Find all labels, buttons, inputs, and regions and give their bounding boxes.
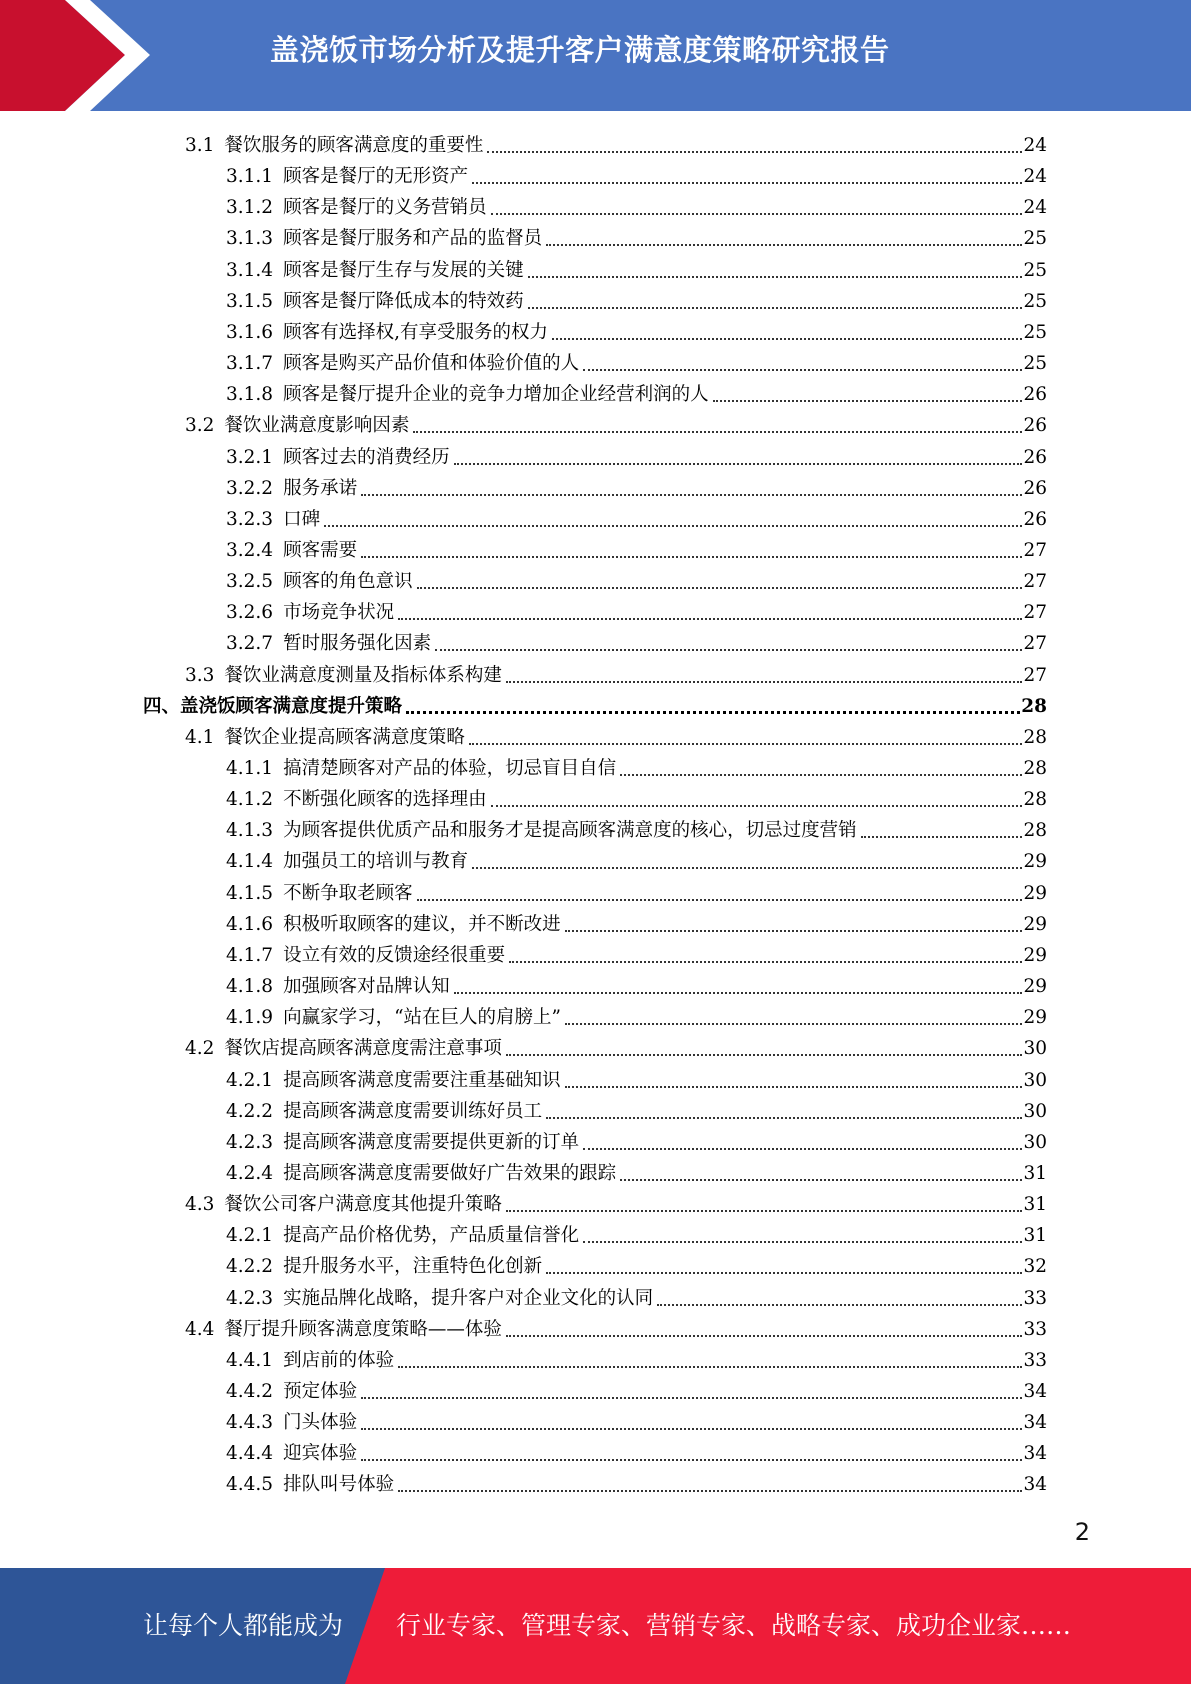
toc-entry[interactable] [226, 1404, 1047, 1435]
toc-entry-page: 27 [1023, 633, 1047, 655]
toc-entry-title: 提升服务水平，注重特色化创新 [283, 1256, 543, 1278]
toc-entry-title: 暂时服务强化因素 [283, 633, 432, 655]
toc-entry-page: 24 [1023, 135, 1047, 156]
toc-entry-number: 4.2.1 [226, 1225, 274, 1247]
toc-entry-number: 3.1.4 [226, 259, 274, 281]
toc-dot-leader [487, 151, 1022, 153]
toc-entry-title: 不断争取老顾客 [283, 882, 413, 904]
toc-entry[interactable] [226, 1342, 1047, 1373]
toc-entry-number: 3.2.1 [226, 446, 274, 468]
toc-entry[interactable] [226, 1124, 1047, 1155]
toc-entry-title: 预定体验 [283, 1381, 358, 1402]
toc-dot-leader [472, 182, 1022, 184]
toc-entry[interactable] [226, 1062, 1047, 1093]
toc-dot-leader [528, 276, 1022, 278]
toc-entry-page: 25 [1023, 353, 1047, 375]
toc-entry-page: 28 [1021, 695, 1047, 717]
toc-entry-title: 顾客是餐厅提升企业的竞争力增加企业经营利润的人 [283, 384, 709, 406]
toc-entry-number: 3.1.3 [226, 228, 274, 250]
toc-entry-number: 4.1.5 [226, 882, 274, 904]
toc-entry-page: 25 [1023, 321, 1047, 343]
toc-entry-title: 顾客过去的消费经历 [283, 446, 450, 468]
toc-entry[interactable] [226, 470, 1047, 501]
toc-entry-page: 30 [1023, 1069, 1047, 1091]
toc-entry-number: 4.1.3 [226, 820, 274, 842]
toc-dot-leader [528, 307, 1022, 309]
toc-entry-page: 34 [1023, 1412, 1047, 1434]
toc-entry[interactable] [226, 625, 1047, 656]
toc-entry-page: 29 [1023, 851, 1047, 873]
toc-entry-page: 28 [1023, 820, 1047, 842]
toc-entry[interactable] [185, 657, 1047, 688]
toc-entry-number: 4.4.5 [226, 1474, 274, 1496]
toc-dot-leader [398, 618, 1022, 620]
toc-entry[interactable] [226, 501, 1047, 532]
toc-entry-page: 24 [1023, 197, 1047, 219]
toc-dot-leader [546, 244, 1022, 246]
toc-dot-leader [324, 525, 1022, 527]
toc-entry-number: 3.2 [185, 415, 215, 437]
toc-entry[interactable] [226, 220, 1047, 251]
toc-entry-title: 顾客的角色意识 [283, 571, 413, 593]
toc-entry-title: 餐厅提升顾客满意度策略——体验 [224, 1318, 502, 1340]
toc-entry[interactable] [226, 1280, 1047, 1311]
toc-entry[interactable] [185, 1030, 1047, 1061]
toc-dot-leader [552, 338, 1022, 340]
toc-entry-page: 26 [1023, 415, 1047, 437]
toc-entry[interactable] [226, 439, 1047, 470]
toc-entry-number: 4.2.4 [226, 1162, 274, 1184]
toc-dot-leader [454, 992, 1022, 994]
toc-entry-title: 顾客是餐厅生存与发展的关键 [283, 259, 524, 281]
toc-entry-number: 3.2.5 [226, 571, 274, 593]
toc-entry-number: 4.1.8 [226, 976, 274, 998]
toc-entry-title: 顾客是购买产品价值和体验价值的人 [283, 353, 580, 375]
toc-entry-title: 服务承诺 [283, 477, 358, 499]
toc-entry[interactable] [226, 345, 1047, 376]
toc-dot-leader [506, 1054, 1022, 1056]
toc-entry-page: 27 [1023, 539, 1047, 561]
toc-entry-number: 3.1.6 [226, 321, 274, 343]
toc-entry[interactable] [185, 127, 1047, 158]
toc-entry-page: 27 [1023, 602, 1047, 624]
toc-entry-page: 29 [1023, 913, 1047, 935]
toc-entry-page: 26 [1023, 384, 1047, 406]
toc-entry[interactable] [226, 563, 1047, 594]
toc-entry-page: 26 [1023, 446, 1047, 468]
toc-dot-leader [657, 1304, 1022, 1306]
toc-entry-title: 到店前的体验 [283, 1349, 395, 1371]
toc-entry-page: 31 [1023, 1194, 1047, 1216]
toc-entry-title: 提高顾客满意度需要做好广告效果的跟踪 [283, 1162, 617, 1184]
toc-entry-number: 4.1.6 [226, 913, 274, 935]
toc-entry[interactable] [226, 875, 1047, 906]
toc-entry-page: 25 [1023, 228, 1047, 250]
toc-entry-number: 4.4.2 [226, 1381, 274, 1402]
toc-entry-title: 提高顾客满意度需要提供更新的订单 [283, 1131, 580, 1153]
toc-entry-title: 提高顾客满意度需要训练好员工 [283, 1100, 543, 1122]
toc-entry-title: 为顾客提供优质产品和服务才是提高顾客满意度的核心，切忌过度营销 [283, 820, 857, 842]
toc-entry[interactable] [226, 376, 1047, 407]
toc-entry[interactable] [185, 407, 1047, 438]
toc-entry-number: 4.3 [185, 1194, 215, 1216]
page-number: 2 [1074, 1518, 1090, 1546]
toc-entry[interactable] [226, 283, 1047, 314]
toc-entry-page: 33 [1023, 1287, 1047, 1309]
toc-entry-title: 四、盖浇饭顾客满意度提升策略 [143, 695, 403, 717]
toc-entry-number: 3.1.1 [226, 166, 274, 188]
toc-entry-page: 27 [1023, 571, 1047, 593]
toc-dot-leader [546, 1272, 1022, 1274]
toc-entry-page: 28 [1023, 789, 1047, 811]
toc-entry[interactable] [226, 812, 1047, 843]
toc-entry[interactable] [226, 1217, 1047, 1248]
toc-entry-number: 3.1.5 [226, 290, 274, 312]
toc-dot-leader [583, 1241, 1022, 1243]
header-chevron-decoration [0, 0, 160, 111]
toc-entry-title: 加强员工的培训与教育 [283, 851, 469, 873]
toc-dot-leader [398, 1366, 1022, 1368]
toc-entry[interactable] [226, 532, 1047, 563]
toc-entry-page: 31 [1023, 1225, 1047, 1247]
toc-entry-title: 设立有效的反馈途经很重要 [283, 944, 506, 966]
toc-entry[interactable] [185, 719, 1047, 750]
toc-entry-number: 3.1.2 [226, 197, 274, 219]
toc-entry-page: 24 [1023, 166, 1047, 188]
toc-dot-leader [565, 1086, 1022, 1088]
toc-dot-leader [361, 1397, 1022, 1399]
toc-dot-leader [583, 1148, 1022, 1150]
toc-entry-number: 4.1.7 [226, 944, 274, 966]
toc-dot-leader [565, 1023, 1022, 1025]
toc-entry-title: 不断强化顾客的选择理由 [283, 789, 487, 811]
toc-entry-page: 29 [1023, 944, 1047, 966]
toc-entry-number: 4.4.3 [226, 1412, 274, 1434]
toc-entry[interactable] [226, 1466, 1047, 1497]
toc-entry-title: 顾客有选择权,有享受服务的权力 [283, 321, 548, 343]
toc-entry-number: 4.1 [185, 726, 215, 748]
toc-entry-number: 4.1.1 [226, 758, 274, 779]
toc-entry-number: 4.2.2 [226, 1256, 274, 1278]
toc-entry-number: 3.2.3 [226, 508, 274, 530]
toc-entry-number: 4.4.1 [226, 1349, 274, 1371]
toc-entry-number: 3.2.7 [226, 633, 274, 655]
toc-entry-title: 门头体验 [283, 1412, 358, 1434]
toc-entry-page: 29 [1023, 882, 1047, 904]
toc-dot-leader [406, 711, 1020, 714]
toc-entry[interactable] [226, 1155, 1047, 1186]
toc-dot-leader [583, 369, 1022, 371]
toc-dot-leader [506, 1335, 1022, 1337]
toc-entry[interactable] [226, 252, 1047, 283]
toc-entry-title: 口碑 [283, 508, 321, 530]
toc-entry-title: 提高顾客满意度需要注重基础知识 [283, 1069, 561, 1091]
toc-entry[interactable] [226, 781, 1047, 812]
toc-entry-title: 顾客是餐厅的无形资产 [283, 166, 469, 188]
toc-entry-page: 33 [1023, 1318, 1047, 1340]
toc-entry-page: 31 [1023, 1162, 1047, 1184]
toc-entry-page: 33 [1023, 1349, 1047, 1371]
toc-entry-page: 34 [1023, 1443, 1047, 1465]
toc-entry-page: 26 [1023, 477, 1047, 499]
toc-dot-leader [491, 213, 1022, 215]
toc-entry-number: 3.1.7 [226, 353, 274, 375]
toc-entry-page: 30 [1023, 1100, 1047, 1122]
toc-dot-leader [506, 1210, 1022, 1212]
toc-dot-leader [417, 899, 1022, 901]
toc-entry[interactable] [226, 158, 1047, 189]
toc-dot-leader [469, 743, 1022, 745]
toc-dot-leader [620, 774, 1022, 776]
page-footer [0, 1568, 1191, 1684]
toc-dot-leader [435, 649, 1022, 651]
toc-entry-number: 3.1.8 [226, 384, 274, 406]
toc-entry-title: 迎宾体验 [283, 1443, 358, 1465]
toc-entry-page: 25 [1023, 259, 1047, 281]
toc-entry[interactable] [226, 937, 1047, 968]
toc-entry-page: 30 [1023, 1038, 1047, 1060]
toc-dot-leader [361, 494, 1022, 496]
toc-entry-title: 积极听取顾客的建议，并不断改进 [283, 913, 561, 935]
toc-entry-title: 餐饮公司客户满意度其他提升策略 [224, 1194, 502, 1216]
toc-entry-title: 加强顾客对品牌认知 [283, 976, 450, 998]
toc-entry-page: 32 [1023, 1256, 1047, 1278]
toc-entry-page: 25 [1023, 290, 1047, 312]
toc-entry-page: 28 [1023, 758, 1047, 779]
toc-entry-title: 餐饮业满意度影响因素 [224, 415, 410, 437]
toc-entry-page: 30 [1023, 1131, 1047, 1153]
toc-entry[interactable] [226, 750, 1047, 781]
toc-dot-leader [546, 1117, 1022, 1119]
toc-dot-leader [472, 867, 1022, 869]
footer-slogan-right: 行业专家、管理专家、营销专家、战略专家、成功企业家…… [396, 1611, 1072, 1640]
toc-entry-number: 3.1 [185, 135, 215, 156]
toc-dot-leader [413, 431, 1022, 433]
toc-entry-title: 市场竞争状况 [283, 602, 395, 624]
toc-entry[interactable] [226, 843, 1047, 874]
toc-entry-number: 4.1.2 [226, 789, 274, 811]
toc-entry[interactable] [143, 688, 1047, 719]
toc-entry-page: 27 [1023, 664, 1047, 686]
toc-entry-title: 餐饮企业提高顾客满意度策略 [224, 726, 465, 748]
toc-dot-leader [506, 681, 1022, 683]
toc-entry-number: 3.2.2 [226, 477, 274, 499]
toc-entry[interactable] [226, 1093, 1047, 1124]
toc-dot-leader [620, 1179, 1022, 1181]
toc-dot-leader [565, 930, 1022, 932]
toc-entry-number: 4.2.2 [226, 1100, 274, 1122]
toc-entry-title: 餐饮业满意度测量及指标体系构建 [224, 664, 502, 686]
toc-entry-number: 4.2.3 [226, 1287, 274, 1309]
toc-dot-leader [509, 961, 1022, 963]
toc-entry-title: 排队叫号体验 [283, 1474, 395, 1496]
footer-slogan-left: 让每个人都能成为 [143, 1611, 344, 1640]
toc-entry-number: 4.1.4 [226, 851, 274, 873]
toc-entry-title: 顾客需要 [283, 539, 358, 561]
toc-entry-number: 4.2.3 [226, 1131, 274, 1153]
toc-entry-page: 26 [1023, 508, 1047, 530]
page-header [0, 0, 1191, 111]
toc-dot-leader [417, 587, 1022, 589]
toc-entry[interactable] [226, 1435, 1047, 1466]
toc-entry[interactable] [226, 314, 1047, 345]
toc-entry-title: 顾客是餐厅服务和产品的监督员 [283, 228, 543, 250]
toc-entry[interactable] [226, 1248, 1047, 1279]
toc-entry-number: 4.2 [185, 1038, 215, 1060]
toc-entry-number: 4.1.9 [226, 1007, 274, 1029]
toc-entry[interactable] [226, 906, 1047, 937]
toc-entry[interactable] [226, 594, 1047, 625]
toc-entry[interactable] [226, 968, 1047, 999]
toc-entry[interactable] [185, 1311, 1047, 1342]
toc-entry-number: 3.3 [185, 664, 215, 686]
toc-entry-title: 顾客是餐厅降低成本的特效药 [283, 290, 524, 312]
toc-dot-leader [491, 805, 1022, 807]
toc-entry-title: 餐饮店提高顾客满意度需注意事项 [224, 1038, 502, 1060]
toc-dot-leader [454, 463, 1022, 465]
toc-entry-number: 4.4.4 [226, 1443, 274, 1465]
toc-entry[interactable] [185, 1186, 1047, 1217]
toc-dot-leader [361, 556, 1022, 558]
toc-entry-title: 提高产品价格优势，产品质量信誉化 [283, 1225, 580, 1247]
toc-entry-page: 34 [1023, 1381, 1047, 1402]
toc-entry-title: 实施品牌化战略，提升客户对企业文化的认同 [283, 1287, 654, 1309]
toc-entry-title: 向赢家学习，“站在巨人的肩膀上” [283, 1007, 561, 1029]
toc-entry-title: 餐饮服务的顾客满意度的重要性 [224, 135, 484, 156]
toc-dot-leader [713, 400, 1022, 402]
toc-dot-leader [861, 836, 1022, 838]
toc-entry-page: 28 [1023, 726, 1047, 748]
toc-entry-number: 3.2.6 [226, 602, 274, 624]
toc-dot-leader [361, 1459, 1022, 1461]
toc-entry-page: 34 [1023, 1474, 1047, 1496]
toc-entry-title: 搞清楚顾客对产品的体验，切忌盲目自信 [283, 758, 617, 779]
toc-entry[interactable] [226, 189, 1047, 220]
toc-dot-leader [398, 1490, 1022, 1492]
report-title: 盖浇饭市场分析及提升客户满意度策略研究报告 [270, 33, 890, 67]
toc-entry[interactable] [226, 1373, 1047, 1404]
toc-dot-leader [361, 1428, 1022, 1430]
toc-entry-number: 4.2.1 [226, 1069, 274, 1091]
toc-entry-page: 29 [1023, 1007, 1047, 1029]
toc-entry[interactable] [226, 999, 1047, 1030]
toc-entry-number: 4.4 [185, 1318, 215, 1340]
toc-entry-number: 3.2.4 [226, 539, 274, 561]
toc-entry-page: 29 [1023, 976, 1047, 998]
toc-entry-title: 顾客是餐厅的义务营销员 [283, 197, 487, 219]
